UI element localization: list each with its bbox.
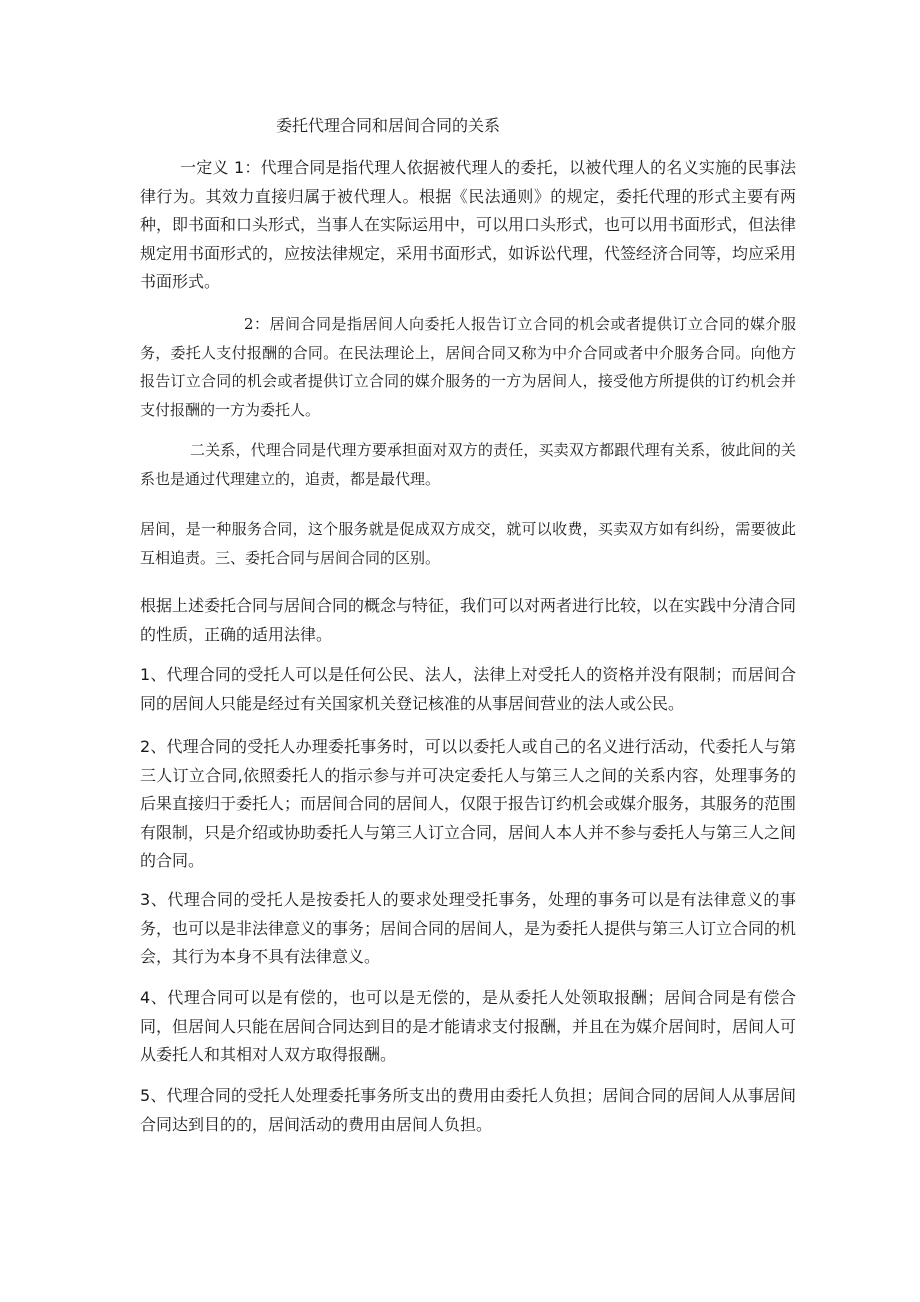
- jujian-paragraph: 居间，是一种服务合同，这个服务就是促成双方成交，就可以收费，买卖双方如有纠纷，需要彼此互相追责。三、委托合同与居间合同的区别。: [140, 520, 796, 567]
- document-title: 委托代理合同和居间合同的关系: [276, 116, 501, 135]
- difference-item-5: 5、代理合同的受托人处理委托事务所支出的费用由委托人负担；居间合同的居间人从事居间合同达到目的的，居间活动的费用由居间人负担。: [140, 1086, 796, 1134]
- difference-item-4: 4、代理合同可以是有偿的，也可以是无偿的，是从委托人处领取报酬；居间合同是有偿合同，但居间人只能在居间合同达到目的是才能请求支付报酬，并且在为媒介居间时，居间人可从委托人和其相对人双方取得报酬。: [140, 988, 797, 1065]
- difference-item-2: 2、代理合同的受托人办理委托事务时，可以以委托人或自己的名义进行活动，代委托人与第三人订立合同,依照委托人的指示参与并可决定委托人与第三人之间的关系内容，处理事务的后果直接归于委托人；而居间合同的居间人，仅限于报告订约机会或媒介服务，其服务的范围有限制，只是介绍或协助委托人与第三人订立合同，居间人本人并不参与委托人与第三人之间的合同。: [140, 737, 797, 871]
- difference-item-1: 1、代理合同的受托人可以是任何公民、法人，法律上对受托人的资格并没有限制；而居间合同的居间人只能是经过有关国家机关登记核准的从事居间营业的法人或公民。: [140, 665, 796, 713]
- definition-1-paragraph: 一定义 1：代理合同是指代理人依据被代理人的委托，以被代理人的名义实施的民事法律行为。其效力直接归属于被代理人。根据《民法通则》的规定，委托代理的形式主要有两种，即书面和口头形式，当事人在实际运用中，可以用口头形式，也可以用书面形式，但法律规定用书面形式的，应按法律规定，采用书面形式，如诉讼代理，代签经济合同等，均应采用书面形式。: [140, 158, 797, 292]
- relation-paragraph: 二关系，代理合同是代理方要承担面对双方的责任，买卖双方都跟代理有关系，彼此间的关系也是通过代理建立的，追责，都是最代理。: [140, 441, 796, 488]
- comparison-intro-paragraph: 根据上述委托合同与居间合同的概念与特征，我们可以对两者进行比较，以在实践中分清合同的性质，正确的适用法律。: [140, 596, 797, 644]
- difference-item-3: 3、代理合同的受托人是按委托人的要求处理受托事务，处理的事务可以是有法律意义的事务，也可以是非法律意义的事务；居间合同的居间人，是为委托人提供与第三人订立合同的机会，其行为本身不具有法律意义。: [140, 890, 797, 967]
- definition-2-paragraph: 2：居间合同是指居间人向委托人报告订立合同的机会或者提供订立合同的媒介服务，委托人支付报酬的合同。在民法理论上，居间合同又称为中介合同或者中介服务合同。向他方报告订立合同的机会或者提供订立合同的媒介服务的一方为居间人，接受他方所提供的订约机会并支付报酬的一方为委托人。: [140, 315, 796, 419]
